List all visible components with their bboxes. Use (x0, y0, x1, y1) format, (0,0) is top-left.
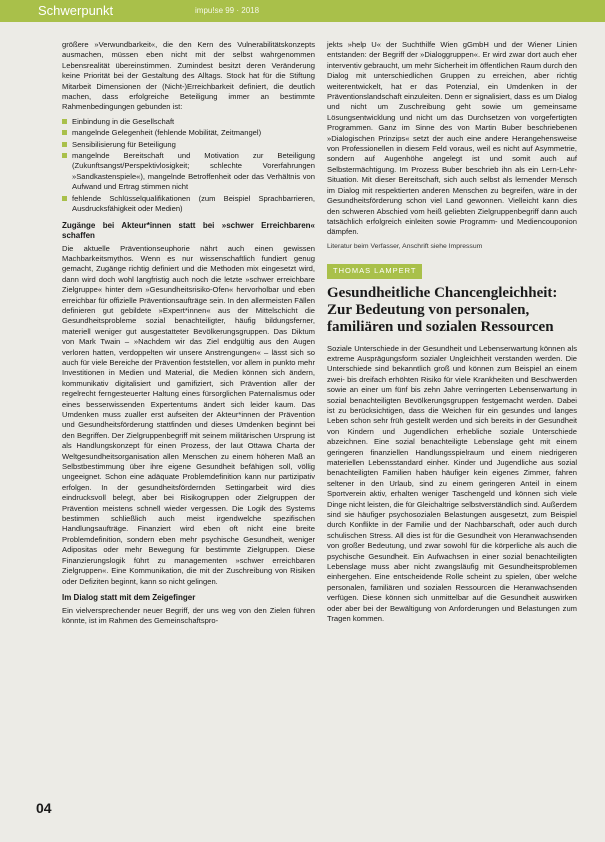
subheading-zugaenge: Zugänge bei Akteur*innen statt bei »schwer Erreichbaren« schaffen (62, 220, 315, 240)
author-row (327, 264, 577, 278)
body-paragraph: Die aktuelle Präventionseuphorie nährt auch einen gewissen Machbarkeitsmythos. Wenn es nur wissenschaftlich fundiert genug gemacht, Zugänge richtig definiert und die Methoden mix eingesetzt wird, dann wird doch wohl langfristig auch noch die letzte »schwer erreichbare Zielgruppe« hinter dem »Gesundheitsrisiko-Ofen« hervorholbar und eben erreichbar für offizielle Präventionsaufträge sein. In den allermeisten Fällen definieren gut gebildete »Expert*innen« aus der Mittelschicht die Gesundheitsprobleme sozial benachteiligter, häufig bildungsferner, materiell weniger gut ausgestatteter Bevölkerungsgruppen. Das Diktum von Mark Twain – »Nachdem wir das Ziel endgültig aus den Augen verloren hatten, verdoppelten wir unsere Anstrengungen« – lässt sich so auch für viele Bereiche der Prävention feststellen, vor allem in punkto mehr Investitionen in Medien und Material, die Medien können sich ändern, kommunikativ digitalisiert und gamifiziert, sich Prävention aller der regelrecht ferngesteuerter Haltung eines fürsorglichen Paternalismus oder eines besserwissenden Expertentums ändert sich leider kaum. Das Umdenken muss zualler erst aufseiten der Akteur*innen der Prävention und Gesundheitsförderung stattfinden und dieses Umdenken beginnt bei den Begriffen. Der Zielgruppenbegriff mit seinem militärischen Ursprung ist als Handlungskonzept für einen Prozess, der laut Ottawa Charta der Weltgesundheitsorganisation allen Menschen zu einem höheren Maß an Selbstbestimmung über ihre eigene Gesundheit befähigen soll, völlig ungeeignet. Schon eine adäquate Problemdefinition kann nur partizipativ erfolgen. In der gesundheitsfördernden Settingarbeit wird dies eindrucksvoll belegt, aber bei Risikogruppen oder Zielgruppen der Prävention meistens schnell wieder vergessen. Die Logik des Systems bestimmen schließlich auch meist irgendwelche spezifischen Handlungsaufträge. Finanziert wird eben oft nicht eine breite Problemdefinition, sondern eben mehr psychische Gesundheit, weniger Adipositas oder mehr Bewegung für bestimmte Zielgruppen. Diese Finanzierungslogik führt zu managementen »schwer erreichbaren Zielgruppen«. Eine Kommunikation, die mit der Zuschreibung von Risiken oder Defiziten beginnt, kann so nicht gelingen. (62, 243, 315, 586)
article-body: Soziale Unterschiede in der Gesundheit und Lebenserwartung können als extreme Ausprägungsform sozialer Ungleichheit verstanden werden. Die Unterschiede sind bekanntlich groß und können zum Beispiel an einem zwei- bis dreifach erhöhten Risiko für viele Krankheiten und Beschwerden sowie an einer um fünf bis zehn Jahre verringerten Lebenserwartung in sozial benachteiligten Bevölkerungsgruppen festgemacht werden. Dabei ist zu berücksichtigen, dass die Weichen für ein gesundes und langes Leben schon sehr früh gestellt werden und sich bereits in der Gesundheit von Kindern und Jugendlichen erhebliche soziale Unterschiede abzeichnen. Eine sozial benachteiligte Lebenslage geht mit einem geringeren finanziellen Handlungsspielraum und einem niedrigeren materiellen Lebensstandard einher. Kinder und Jugendliche aus sozial benachteiligten Familien haben häufiger kein eigenes Zimmer, fahren seltener in den Urlaub, sind zu einem geringeren Anteil in einem Sportverein aktiv, erhalten weniger Taschengeld und können sich viele Dinge nicht leisten, die für Gleichaltrige selbstverständlich sind. Außerdem sind sie häufiger psychosozialen Belastungen ausgesetzt, zum Beispiel durch Konflikte in der Familie und der Nachbarschaft, oder auch durch schulischen Stress. All dies ist für die Gesundheit von Heranwachsenden von großer Bedeutung, und zwar sowohl für die körperliche als auch die psychische Gesundheit. Ein Aufwachsen in einer sozial benachteiligten Lebenslage muss aber nicht zwangsläufig mit Gesundheitsproblemen einhergehen. Eine entscheidende Rolle scheint zu spielen, über welche personalen, familiären und sozialen Ressourcen die Heranwachsenden verfügen. Diese können sich unmittelbar auf die Gesundheit auswirken oder aber bei der Bewältigung von Anforderungen und Belastungen zum Tragen kommen. (327, 343, 577, 624)
page-number: 04 (36, 800, 52, 816)
bullet-item: Sensibilisierung für Beteiligung (62, 140, 315, 150)
issue-label: impu!se 99 · 2018 (195, 6, 260, 15)
article-title: Gesundheitliche Chancengleichheit: Zur Bedeutung von personalen, familiären und sozialen Ressourcen (327, 284, 558, 335)
right-column (327, 40, 577, 629)
section-label: Schwerpunkt (38, 3, 114, 18)
bullet-item: Einbindung in die Gesellschaft (62, 117, 315, 127)
intro-paragraph: größere »Verwundbarkeit«, die den Kern des Vulnerabilitätskonzepts ausmachen, müssen eben nicht mit der selbst wahrgenommen Lebensrealität übereinstimmen. Zumindest besitzt deren Veränderung keine Priorität bei der Gestaltung des Alltags. Stock hat für die Stiftung Mitarbeit Dimensionen der (Nicht-)Erreichbarkeit definiert, die deutlich machen, dass erfolgreiche Beteiligung immer an bestimmte Rahmenbedingungen gebunden ist: (62, 40, 315, 112)
author-tag: THOMAS LAMPERT (327, 264, 422, 278)
bullet-item: fehlende Schlüsselqualifikationen (zum Beispiel Sprachbarrieren, Ausdrucksfähigkeit oder Medien) (62, 194, 315, 215)
continued-paragraph: jekts »help U« der Suchthilfe Wien gGmbH und der Wiener Linien entstanden: der Begriff der »Dialoggruppen«. Er wird zwar dort auch eher interventiv gebraucht, um mehr Sicherheit im öffentlichen Raum durch den Dialog mit unterschiedlichen Gruppen zu erreichen, aber richtig weiterentwickelt, hat er das Potenzial, ein Umdenken in der Präventionslandschaft einzuleiten. Denn er signalisiert, dass es um Dialog und nicht um Zuschreibung geht sowie um gemeinsame Lösungsentwicklung und nicht um das Durchsetzen von vorgefertigten Programmen. Ganz im Sinne des von Martin Buber beschriebenen »Dialogischen Prinzips« setzt der auch eine andere Herangehensweise von Professionellen in diesem Feld voraus, weil es nicht auf Asymmetrie, sondern auf Augenhöhe angelegt ist und somit auch auf Selbstermächtigung. Im Prozess Buber beschrieb ihn als ein Lern-Lehr-Situation. Mit dieser Bereitschaft, sich auch selbst als lernender Mensch im Dialog mit respektierten anderen Menschen zu begreifen, wäre in der Gesundheitsförderung schon viel Land gewonnen. Vielleicht kann dies den schweren Abschied vom heiß geliebten Zielgruppenbegriff dann auch tatsächlich erfolgreich einleiten sowie Programm- und Mediencouponion dämpfen. (327, 40, 577, 237)
bullet-list (62, 117, 315, 215)
bullet-item: mangelnde Gelegenheit (fehlende Mobilität, Zeitmangel) (62, 128, 315, 138)
literature-note: Literatur beim Verfasser, Anschrift siehe Impressum (327, 242, 483, 250)
bullet-item: mangelnde Bereitschaft und Motivation zur Beteiligung (Zukunftsangst/Perspektivlosigkeit; schlechte Vorerfahrungen »Sandkastenspiele«), mangelnde Betroffenheit oder das Verhältnis von Aufwand und Ertrag stimmen nicht (62, 151, 315, 193)
body-paragraph: Ein vielversprechender neuer Begriff, der uns weg von den Zielen führen könnte, ist im Rahmen des Gemeinschaftspro- (62, 605, 315, 626)
subheading-dialog: Im Dialog statt mit dem Zeigefinger (62, 592, 196, 602)
section-header-bar (0, 0, 605, 22)
left-column (62, 40, 315, 631)
